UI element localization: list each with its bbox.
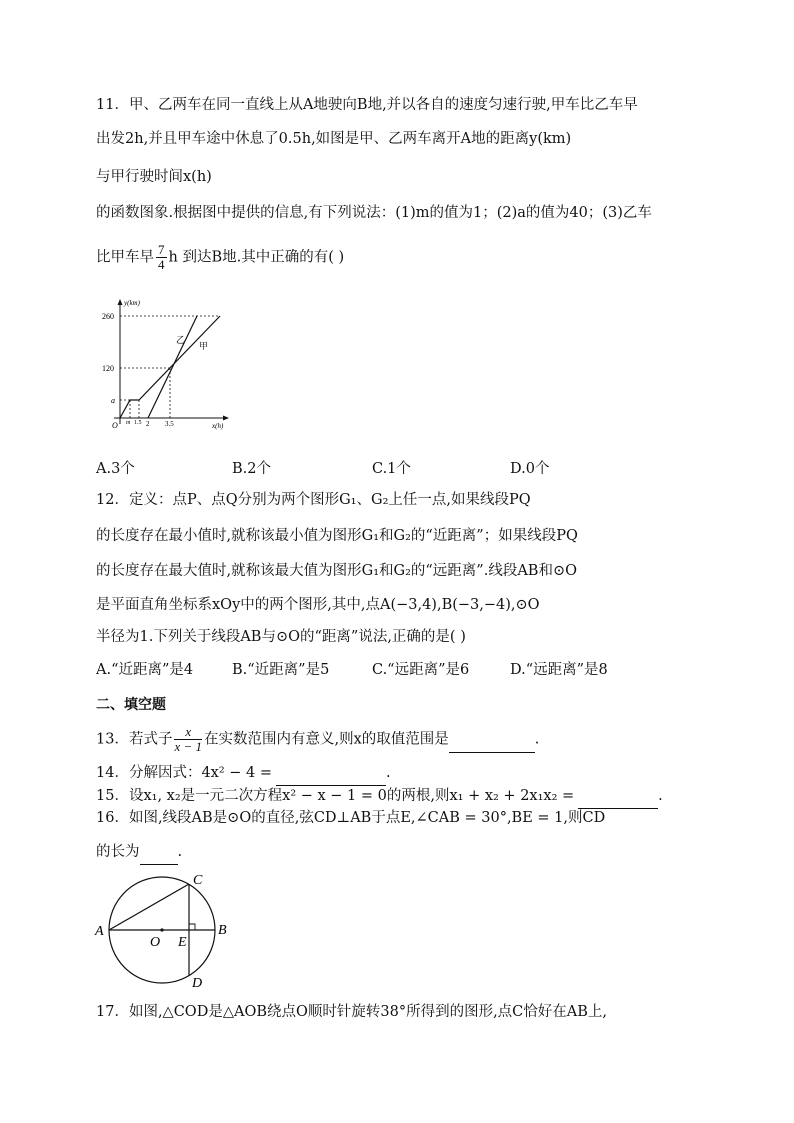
q16-end: . bbox=[177, 844, 183, 860]
q12-option-a[interactable]: A.“近距离”是4 bbox=[96, 662, 194, 678]
q13-frac-num: x bbox=[174, 725, 202, 740]
q14-text: 14．分解因式：4x² − 4 = bbox=[96, 765, 273, 781]
label-o: O bbox=[150, 935, 161, 950]
q11-line1: 11．甲、乙两车在同一直线上从A地驶向B地,并以各自的速度匀速行驶,甲车比乙车早 bbox=[96, 97, 638, 113]
q17-line1: 17．如图,△COD是△AOB绕点O顺时针旋转38°所得到的图形,点C恰好在AB上, bbox=[96, 1004, 608, 1020]
q14-line bbox=[96, 763, 391, 786]
q14-answer-blank[interactable] bbox=[276, 765, 386, 786]
q15-answer-blank[interactable] bbox=[578, 788, 658, 809]
q11-line5 bbox=[96, 243, 344, 272]
q13-answer-blank[interactable] bbox=[449, 732, 535, 753]
q11-option-d[interactable]: D.0个 bbox=[510, 461, 550, 477]
label-d: D bbox=[192, 976, 203, 991]
q16-line1: 16．如图,线段AB是⊙O的直径,弦CD⊥AB于点E,∠CAB = 30°,BE = 1,则CD bbox=[96, 810, 606, 826]
q15-line bbox=[96, 786, 663, 809]
q16-line2 bbox=[96, 842, 182, 865]
q12-line3: 的长度存在最大值时,就称该最大值为图形G₁和G₂的“远距离”.线段AB和⊙O bbox=[96, 563, 577, 579]
q13-post: 在实数范围内有意义,则x的取值范围是 bbox=[204, 731, 449, 748]
q16-line2-text: 的长为 bbox=[96, 844, 140, 860]
graph-tick-a: a bbox=[111, 396, 115, 405]
q12-option-b[interactable]: B.“近距离”是5 bbox=[232, 662, 330, 678]
graph-label-jia: 甲 bbox=[199, 341, 209, 351]
q11-line3: 与甲行驶时间x(h) bbox=[96, 169, 212, 185]
graph-line-jia bbox=[120, 316, 220, 418]
graph-tick-m: m bbox=[126, 420, 131, 426]
graph-tick-2: 2 bbox=[146, 420, 150, 428]
label-e: E bbox=[178, 935, 187, 950]
q11-graph bbox=[96, 296, 236, 432]
q13-end: . bbox=[534, 731, 540, 748]
q11-line4: 的函数图象.根据图中提供的信息,有下列说法：(1)m的值为1；(2)a的值为40；(3)乙车 bbox=[96, 205, 652, 221]
q11-frac-den: 4 bbox=[158, 257, 165, 272]
q11-line5-post: h 到达B地.其中正确的有( ) bbox=[168, 249, 345, 266]
label-a: A bbox=[95, 924, 104, 939]
q16-answer-blank[interactable] bbox=[140, 844, 178, 865]
q13-frac-den: x − 1 bbox=[174, 739, 202, 754]
segment-ac bbox=[109, 884, 189, 930]
graph-tick-120: 120 bbox=[102, 364, 114, 373]
center-dot bbox=[160, 928, 163, 931]
q11-option-b[interactable]: B.2个 bbox=[232, 461, 271, 477]
graph-label-yi: 乙 bbox=[176, 335, 186, 345]
q11-line5-pre: 比甲车早 bbox=[96, 249, 154, 266]
section-fill-in-heading: 二、填空题 bbox=[96, 697, 166, 713]
graph-y-arrow bbox=[118, 299, 123, 305]
graph-tick-35: 3.5 bbox=[165, 420, 174, 428]
q12-option-d[interactable]: D.“远距离”是8 bbox=[510, 662, 608, 678]
q12-line2: 的长度存在最小值时,就称该最小值为图形G₁和G₂的“近距离”；如果线段PQ bbox=[96, 528, 578, 544]
q11-line2: 出发2h,并且甲车途中休息了0.5h,如图是甲、乙两车离开A地的距离y(km) bbox=[96, 131, 572, 147]
q11-option-a[interactable]: A.3个 bbox=[96, 461, 135, 477]
q14-end: . bbox=[386, 765, 391, 781]
graph-x-arrow bbox=[223, 416, 229, 421]
q13-fraction bbox=[174, 725, 202, 754]
q12-line4: 是平面直角坐标系xOy中的两个图形,其中,点A(−3,4),B(−3,−4),⊙O bbox=[96, 597, 540, 613]
q11-frac-num: 7 bbox=[158, 242, 165, 257]
label-b: B bbox=[218, 923, 227, 938]
q15-text: 15．设x₁, x₂是一元二次方程x² − x − 1 = 0的两根,则x₁ + x₂ + 2x₁x₂ = bbox=[96, 788, 575, 804]
graph-x-label: x(h) bbox=[212, 422, 224, 430]
graph-line-yi bbox=[148, 316, 197, 418]
graph-tick-15: 1.5 bbox=[134, 420, 142, 426]
q11-fraction bbox=[156, 243, 167, 272]
q13-pre: 13．若式子 bbox=[96, 731, 173, 748]
q12-line1: 12．定义：点P、点Q分别为两个图形G₁、G₂上任一点,如果线段PQ bbox=[96, 492, 531, 508]
graph-origin: O bbox=[112, 421, 118, 430]
q16-figure bbox=[92, 868, 242, 992]
q13-line bbox=[96, 725, 539, 754]
q15-end: . bbox=[658, 788, 663, 804]
q11-option-c[interactable]: C.1个 bbox=[372, 461, 411, 477]
right-angle-mark bbox=[189, 924, 195, 930]
q12-option-c[interactable]: C.“远距离”是6 bbox=[372, 662, 470, 678]
graph-tick-260: 260 bbox=[102, 312, 114, 321]
q12-line5: 半径为1.下列关于线段AB与⊙O的“距离”说法,正确的是( ) bbox=[96, 629, 466, 645]
label-c: C bbox=[193, 873, 203, 888]
graph-y-label: y(km) bbox=[124, 299, 140, 307]
